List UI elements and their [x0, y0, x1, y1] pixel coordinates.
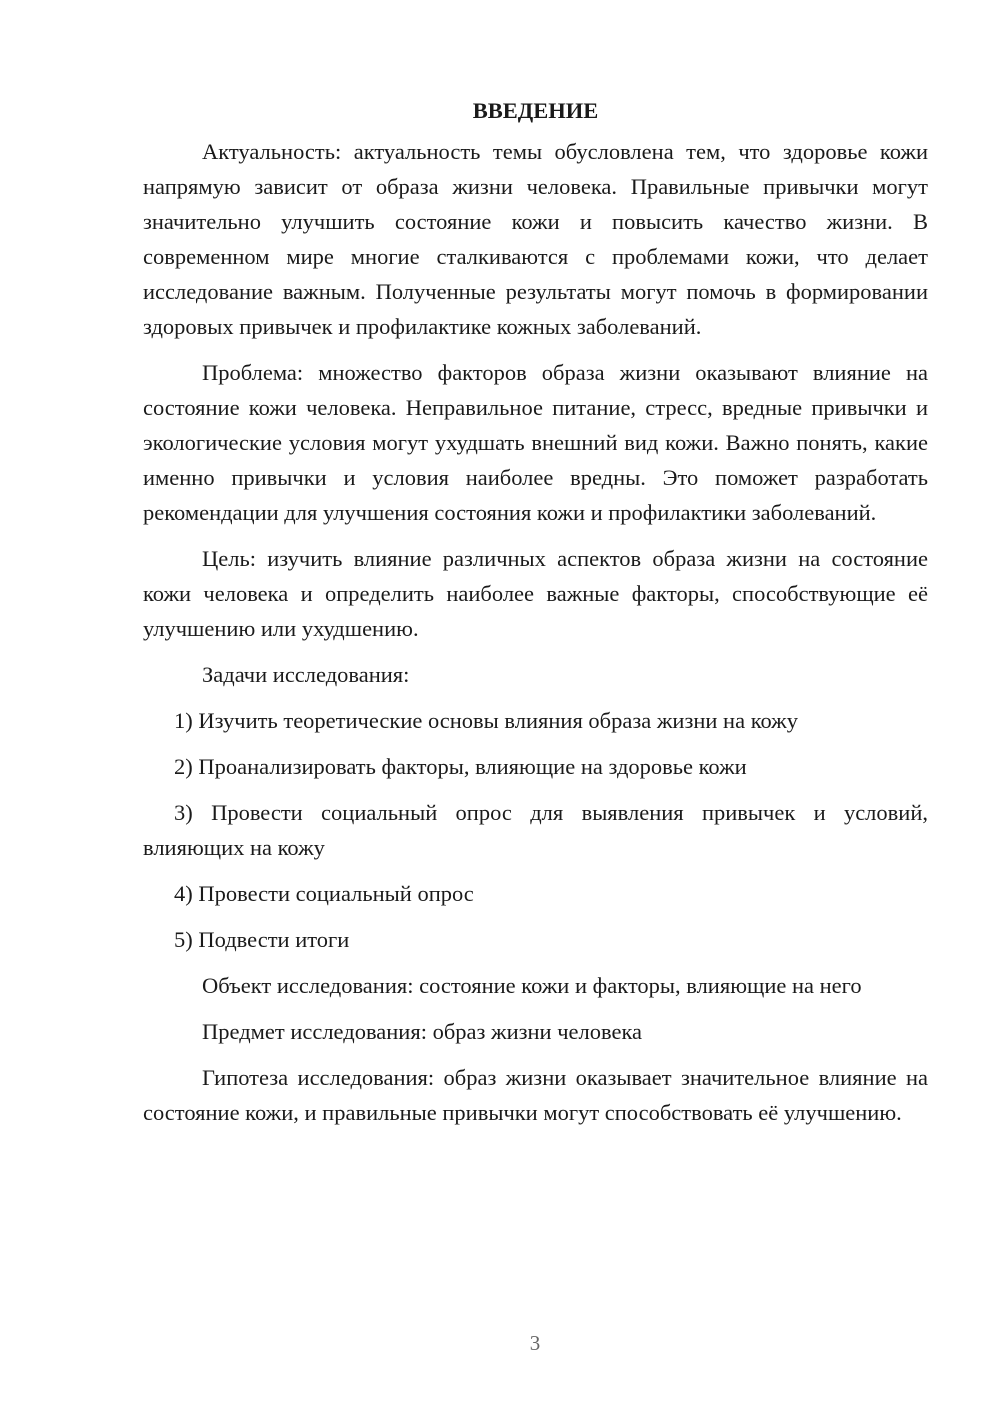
object-paragraph: Объект исследования: состояние кожи и факторы, влияющие на него	[202, 973, 862, 998]
goal-paragraph: Цель: изучить влияние различных аспектов образа жизни на состояние кожи человека и определить наиболее важные факторы, способствующие её улучшению или ухудшению.	[143, 546, 928, 641]
task-item-5: 5) Подвести итоги	[174, 927, 350, 952]
problem-paragraph: Проблема: множество факторов образа жизни оказывают влияние на состояние кожи человека. Неправильное питание, стресс, вредные привычки и экологические условия могут ухудшать внешний вид кожи. Важно понять, какие именно привычки и условия наиболее вредны. Это поможет разработать рекомендации для улучшения состояния кожи и профилактики заболеваний.	[143, 360, 928, 525]
task-item-3: 3) Провести социальный опрос для выявления привычек и условий, влияющих на кожу	[143, 800, 928, 860]
relevance-paragraph: Актуальность: актуальность темы обусловлена тем, что здоровье кожи напрямую зависит от образа жизни человека. Правильные привычки могут значительно улучшить состояние кожи и повысить качество жизни. В современном мире многие сталкиваются с проблемами кожи, что делает исследование важным. Полученные результаты могут помочь в формировании здоровых привычек и профилактике кожных заболеваний.	[143, 139, 928, 339]
document-page	[143, 93, 928, 1141]
task-item-1: 1) Изучить теоретические основы влияния образа жизни на кожу	[174, 708, 798, 733]
hypothesis-paragraph: Гипотеза исследования: образ жизни оказывает значительное влияние на состояние кожи, и правильные привычки могут способствовать её улучшению.	[143, 1065, 928, 1125]
subject-paragraph: Предмет исследования: образ жизни человека	[202, 1019, 643, 1044]
task-item-2: 2) Проанализировать факторы, влияющие на здоровье кожи	[174, 754, 747, 779]
task-item-4: 4) Провести социальный опрос	[174, 881, 474, 906]
page-number: 3	[529, 1331, 541, 1355]
page-title: ВВЕДЕНИЕ	[472, 98, 599, 123]
tasks-heading: Задачи исследования:	[202, 662, 410, 687]
